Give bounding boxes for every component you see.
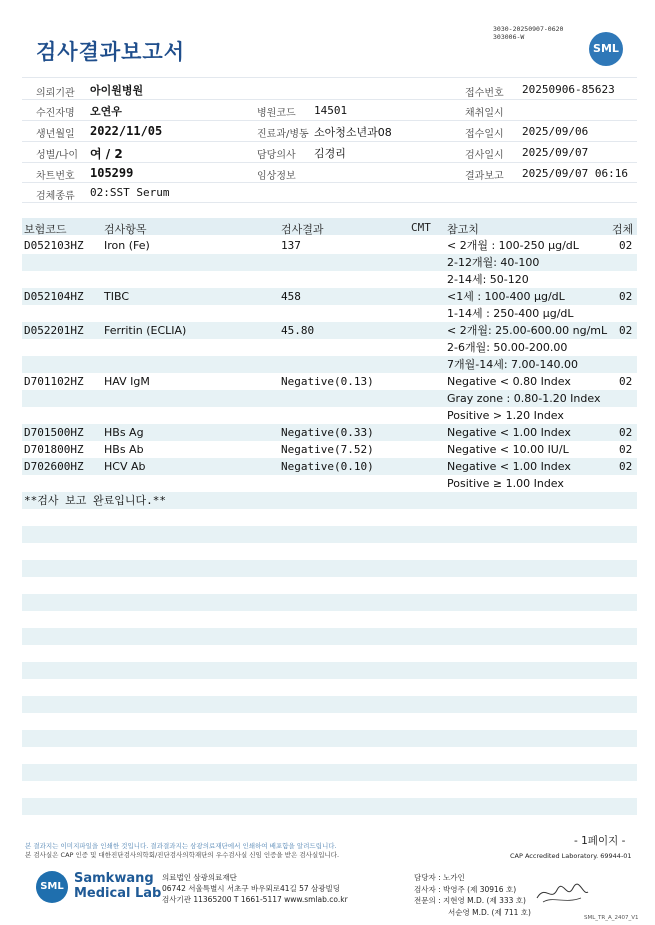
collect-label: 채취일시 — [465, 108, 504, 119]
hospital-code-label: 병원코드 — [257, 108, 296, 119]
signature-image — [535, 880, 590, 906]
doctor-value: 김경리 — [314, 147, 346, 160]
table-row — [22, 339, 637, 356]
table-row — [22, 526, 637, 543]
dept-value: 소아청소년과08 — [314, 126, 392, 139]
divider — [22, 77, 637, 78]
address-line3: 검사기관 11365200 T 1661-5117 www.smlab.co.kr — [162, 895, 348, 904]
form-code: SML_TR_A_2407_V1 — [584, 915, 639, 921]
staff-line1: 담당자 : 노가인 — [414, 873, 465, 882]
table-row — [22, 679, 637, 696]
cell-item: HBs Ag — [104, 426, 144, 439]
cell-code: D702600HZ — [24, 460, 84, 473]
address-line1: 의료법인 삼광의료재단 — [162, 873, 237, 882]
sex-age-value: 여 / 2 — [90, 147, 123, 161]
logo-line1: Samkwang — [74, 871, 154, 886]
staff-line2: 검사자 : 박영주 (제 30916 호) — [414, 884, 517, 894]
dob-value: 2022/11/05 — [90, 124, 163, 138]
table-row — [22, 611, 637, 628]
table-row — [22, 509, 637, 526]
table-row — [22, 305, 637, 322]
table-row — [22, 628, 637, 645]
staff-info — [414, 872, 531, 918]
table-row — [22, 373, 637, 390]
cell-specimen: 02 — [619, 239, 633, 252]
table-row — [22, 288, 637, 305]
sml-logo-icon: SML — [36, 871, 68, 903]
cell-ref: < 2개월 : 100-250 μg/dL — [447, 239, 579, 252]
cell-code: D701102HZ — [24, 375, 84, 388]
col-specimen: 검체 — [612, 223, 634, 236]
cell-result: Negative(7.52) — [281, 443, 374, 456]
cell-ref: 2-6개월: 50.00-200.00 — [447, 341, 568, 354]
report-code-line1: 3030-20250907-0620 — [493, 25, 564, 33]
sml-logo-icon: SML — [589, 32, 623, 66]
cell-ref: 2-14세: 50-120 — [447, 273, 529, 286]
cell-code: D701800HZ — [24, 443, 84, 456]
col-ref: 참고치 — [447, 223, 479, 236]
test-date-value: 2025/09/07 — [522, 146, 589, 159]
cell-item: Ferritin (ECLIA) — [104, 324, 187, 337]
table-row — [22, 458, 637, 475]
footer-note-2: 본 검사실은 CAP 인증 및 대한진단검사의학회/진단검사의학재단의 우수검사실 신임 인증을 받은 검사실입니다. — [25, 851, 340, 859]
report-code — [493, 26, 563, 41]
table-row — [22, 271, 637, 288]
chart-no-label: 차트번호 — [36, 171, 75, 182]
chart-no-value: 105299 — [90, 166, 134, 180]
col-code: 보험코드 — [24, 223, 67, 236]
table-row — [22, 441, 637, 458]
cell-code: **검사 보고 완료입니다.** — [24, 494, 166, 507]
col-cmt: CMT — [411, 221, 431, 234]
cell-specimen: 02 — [619, 443, 633, 456]
table-row — [22, 254, 637, 271]
sex-age-label: 성별/나이 — [36, 150, 79, 161]
table-row — [22, 237, 637, 254]
address-line2: 06742 서울특별시 서초구 바우뫼로41길 57 삼광빌딩 — [162, 884, 341, 893]
cell-ref: 2-12개월: 40-100 — [447, 256, 540, 269]
cell-ref: Positive > 1.20 Index — [447, 409, 564, 422]
logo-line2: Medical Lab — [74, 886, 162, 901]
report-code-line2: 303006-W — [493, 32, 525, 41]
specimen-label: 검체종류 — [36, 191, 75, 202]
table-row — [22, 798, 637, 815]
patient-value: 오연우 — [90, 105, 122, 118]
cell-ref: 7개월-14세: 7.00-140.00 — [447, 358, 578, 371]
receipt-no-value: 20250906-85623 — [522, 83, 615, 96]
cell-ref: Gray zone : 0.80-1.20 Index — [447, 392, 601, 405]
cell-result: 458 — [281, 290, 301, 303]
divider — [22, 141, 637, 142]
cell-code: D052104HZ — [24, 290, 84, 303]
table-row — [22, 747, 637, 764]
table-row — [22, 492, 637, 509]
company-logo-text — [74, 871, 161, 901]
patient-label: 수진자명 — [36, 108, 75, 119]
cap-accreditation: CAP Accredited Laboratory. 69944-01 — [510, 852, 632, 860]
cell-ref: Negative < 1.00 Index — [447, 460, 571, 473]
table-row — [22, 781, 637, 798]
table-row — [22, 390, 637, 407]
dob-label: 생년월일 — [36, 129, 75, 140]
receipt-no-label: 접수번호 — [465, 88, 504, 99]
staff-line3: 전문의 : 지현영 M.D. (제 333 호) — [414, 896, 526, 905]
cell-ref: Negative < 0.80 Index — [447, 375, 571, 388]
table-row — [22, 356, 637, 373]
table-row — [22, 475, 637, 492]
clinical-label: 임상정보 — [257, 171, 296, 182]
cell-specimen: 02 — [619, 426, 633, 439]
page-number: - 1페이지 - — [574, 835, 626, 847]
cell-ref: Positive ≥ 1.00 Index — [447, 477, 564, 490]
cell-ref: Negative < 10.00 IU/L — [447, 443, 569, 456]
cell-result: Negative(0.33) — [281, 426, 374, 439]
table-row — [22, 662, 637, 679]
table-row — [22, 696, 637, 713]
page-title: 검사결과보고서 — [36, 40, 186, 64]
company-address — [162, 872, 348, 905]
cell-result: Negative(0.13) — [281, 375, 374, 388]
cell-code: D052201HZ — [24, 324, 84, 337]
cell-item: TIBC — [104, 290, 129, 303]
table-row — [22, 713, 637, 730]
cell-item: HAV IgM — [104, 375, 150, 388]
doctor-label: 담당의사 — [257, 150, 296, 161]
footer-note-1: 본 결과지는 이미지파일을 인쇄한 것입니다. 결과결과지는 삼광의료재단에서 인쇄하여 배포함을 알려드립니다. — [25, 842, 337, 850]
divider — [22, 182, 637, 183]
divider — [22, 162, 637, 163]
cell-code: D052103HZ — [24, 239, 84, 252]
test-date-label: 검사일시 — [465, 150, 504, 161]
specimen-value: 02:SST Serum — [90, 186, 170, 199]
cell-ref: Negative < 1.00 Index — [447, 426, 571, 439]
cell-item: HCV Ab — [104, 460, 146, 473]
institution-value: 아이원병원 — [90, 84, 144, 97]
staff-line4: 서순영 M.D. (제 711 호) — [448, 907, 531, 917]
cell-result: Negative(0.10) — [281, 460, 374, 473]
cell-result: 45.80 — [281, 324, 315, 337]
table-row — [22, 645, 637, 662]
table-row — [22, 560, 637, 577]
report-date-label: 결과보고 — [465, 171, 504, 182]
cell-result: 137 — [281, 239, 301, 252]
col-result: 검사결과 — [281, 223, 324, 236]
table-row — [22, 424, 637, 441]
table-row — [22, 594, 637, 611]
cell-item: Iron (Fe) — [104, 239, 150, 252]
table-row — [22, 577, 637, 594]
table-row — [22, 322, 637, 339]
dept-label: 진료과/병동 — [257, 129, 309, 140]
institution-label: 의뢰기관 — [36, 88, 75, 99]
cell-specimen: 02 — [619, 460, 633, 473]
cell-specimen: 02 — [619, 290, 633, 303]
hospital-code-value: 14501 — [314, 104, 348, 117]
col-item: 검사항목 — [104, 223, 147, 236]
report-date-value: 2025/09/07 06:16 — [522, 167, 628, 180]
table-row — [22, 407, 637, 424]
cell-item: HBs Ab — [104, 443, 144, 456]
table-row — [22, 730, 637, 747]
cell-ref: <1세 : 100-400 μg/dL — [447, 290, 565, 303]
receipt-date-value: 2025/09/06 — [522, 125, 589, 138]
cell-code: D701500HZ — [24, 426, 84, 439]
divider — [22, 202, 637, 203]
cell-ref: < 2개월: 25.00-600.00 ng/mL — [447, 324, 608, 337]
table-row — [22, 764, 637, 781]
cell-specimen: 02 — [619, 324, 633, 337]
divider — [22, 120, 637, 121]
cell-ref: 1-14세 : 250-400 μg/dL — [447, 307, 574, 320]
divider — [22, 99, 637, 100]
table-row — [22, 543, 637, 560]
cell-specimen: 02 — [619, 375, 633, 388]
receipt-date-label: 접수일시 — [465, 129, 504, 140]
